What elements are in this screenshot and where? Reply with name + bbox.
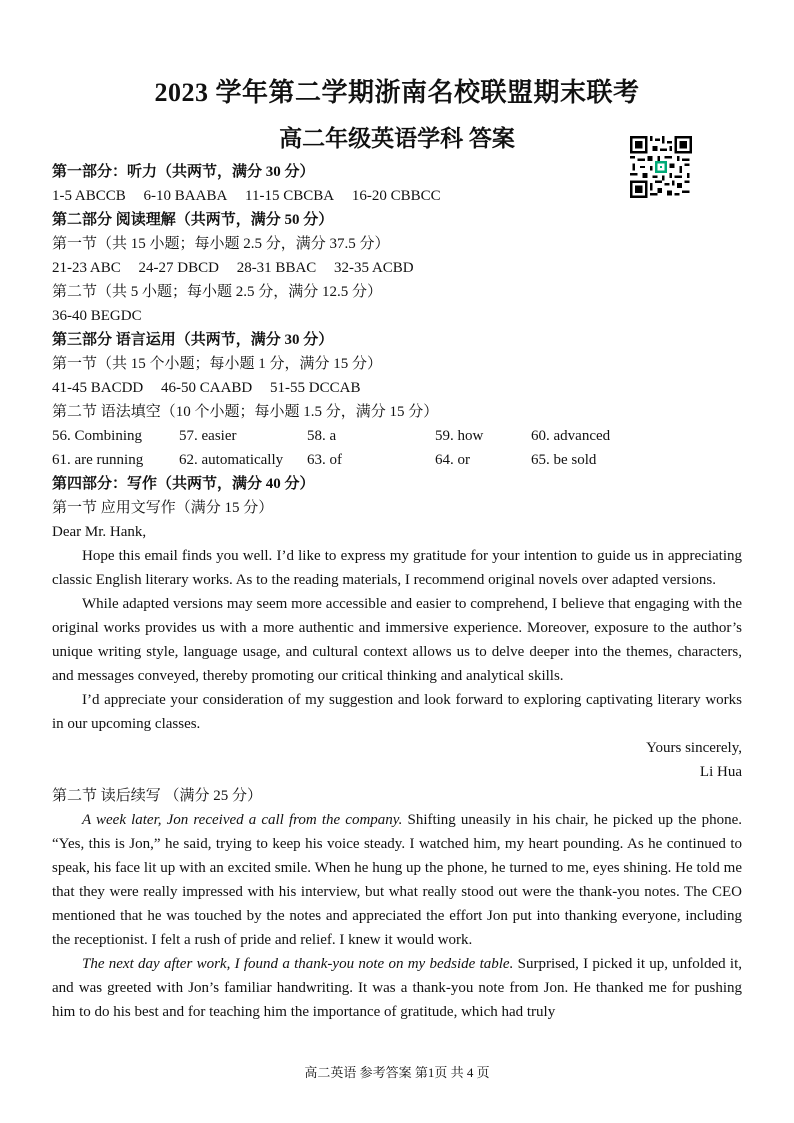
grammar-answer: 64. or	[435, 452, 470, 468]
grammar-answer: 60. advanced	[531, 428, 611, 444]
part2-section2: 第二节（共 5 小题；每小题 2.5 分，满分 12.5 分）	[52, 284, 383, 300]
part1-heading: 第一部分：听力（共两节，满分 30 分）	[52, 164, 315, 180]
grammar-answer: 57. easier	[179, 428, 237, 444]
answer-group: 51-55 DCCAB	[270, 380, 361, 396]
part2-s2-answers: 36-40 BEGDC	[52, 308, 142, 324]
part4-section1: 第一节 应用文写作（满分 15 分）	[52, 500, 274, 516]
answer-group: 11-15 CBCBA	[245, 188, 335, 204]
paragraph-text: Surprised, I picked it up, unfolded it, and was greeted with Jon’s familiar handwriting. It was a thank-you note from Jon. He thanked me for pushing him to do his best and for teaching him the importance of gratitude, which had truly	[52, 956, 742, 1020]
grammar-answer: 59. how	[435, 428, 484, 444]
letter-paragraph: Hope this email finds you well. I’d like to express my gratitude for your intention to guide us in appreciating classic English literary works. As to the reading materials, I recommend original novels over adapted versions.	[52, 548, 742, 588]
continuation-paragraph	[52, 952, 742, 1024]
grammar-answer: 58. a	[307, 428, 337, 444]
answer-group: 6-10 BAABA	[143, 188, 228, 204]
answer-group: 41-45 BACDD	[52, 380, 144, 396]
part1-answers	[52, 184, 742, 208]
letter-salutation: Dear Mr. Hank,	[52, 524, 147, 540]
continuation-paragraph	[52, 808, 742, 952]
letter-signature: Li Hua	[699, 764, 742, 780]
letter-paragraph: I’d appreciate your consideration of my suggestion and look forward to exploring captivating literary works in our upcoming classes.	[52, 692, 742, 732]
letter-paragraph: While adapted versions may seem more accessible and easier to comprehend, I believe that engaging with the original works provides us with a more authentic and immersive experience. Moreover, exposure to the author’s unique writing style, language usage, and cultural context allows us to delve deeper into the themes, characters, and messages conveyed, thereby promoting our critical thinking and analytical skills.	[52, 596, 742, 684]
part3-section1: 第一节（共 15 个小题；每小题 1 分，满分 15 分）	[52, 356, 383, 372]
sub-title: 高二年级英语学科 答案	[279, 126, 515, 151]
sample-letter	[52, 520, 742, 784]
part2-section1: 第一节（共 15 小题；每小题 2.5 分，满分 37.5 分）	[52, 236, 390, 252]
paragraph-text: Shifting uneasily in his chair, he picked up the phone. “Yes, this is Jon,” he said, trying to keep his voice steady. I watched him, my heart pounding. As he continued to speak, his face lit up with an excited smile. When he hung up the phone, he turned to me, eyes shining. He told me that they were really impressed with his interview, but what really stood out were the thank-you notes. The CEO mentioned that he was touched by the notes and appreciated the effort Jon put into thanking everyone, including the receptionist. I felt a rush of pride and relief. I knew it would work.	[52, 812, 742, 948]
letter-closing: Yours sincerely,	[646, 740, 742, 756]
part3-section2: 第二节 语法填空（10 个小题；每小题 1.5 分，满分 15 分）	[52, 404, 439, 420]
paragraph-lead: A week later, Jon received a call from the company.	[82, 812, 403, 828]
grammar-answer: 61. are running	[52, 452, 144, 468]
grammar-answer: 65. be sold	[531, 452, 597, 468]
part3-s1-answers	[52, 376, 742, 400]
continuation-heading: 第二节 读后续写 （满分 25 分）	[52, 788, 263, 804]
grammar-answer: 63. of	[307, 452, 342, 468]
answer-group: 28-31 BBAC	[236, 260, 317, 276]
answer-group: 16-20 CBBCC	[351, 188, 441, 204]
grammar-answer: 56. Combining	[52, 428, 143, 444]
part2-heading: 第二部分 阅读理解（共两节，满分 50 分）	[52, 212, 334, 228]
answer-body	[52, 160, 742, 1024]
answer-group: 32-35 ACBD	[334, 260, 414, 276]
part2-s1-answers	[52, 256, 742, 280]
grammar-row	[52, 424, 742, 448]
grammar-answer: 62. automatically	[179, 452, 284, 468]
grammar-row	[52, 448, 742, 472]
page-footer: 高二英语 参考答案 第1页 共 4 页	[304, 1065, 490, 1080]
answer-group: 46-50 CAABD	[161, 380, 253, 396]
main-title: 2023 学年第二学期浙南名校联盟期末联考	[154, 78, 640, 107]
part4-heading: 第四部分：写作（共两节，满分 40 分）	[52, 476, 315, 492]
paragraph-lead: The next day after work, I found a thank-you note on my bedside table.	[82, 956, 514, 972]
answer-group: 24-27 DBCD	[138, 260, 219, 276]
part3-heading: 第三部分 语言运用（共两节，满分 30 分）	[52, 332, 334, 348]
answer-group: 1-5 ABCCB	[52, 188, 126, 204]
answer-group: 21-23 ABC	[52, 260, 121, 276]
